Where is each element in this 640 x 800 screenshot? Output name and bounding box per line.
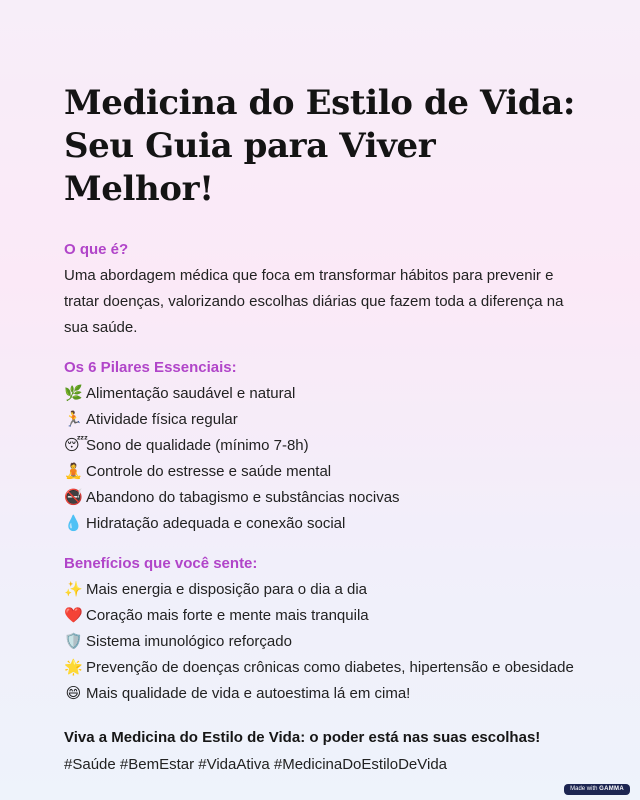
badge-prefix: Made with (570, 786, 598, 792)
badge-brand: GAMMA (599, 786, 624, 792)
heart-icon: ❤️ (64, 607, 83, 624)
section-what (64, 240, 584, 341)
list-item-text: Atividade física regular (86, 411, 238, 428)
section-what-text: Uma abordagem médica que foca em transformar hábitos para prevenir e tratar doenças, valorizando escolhas diárias que fazem toda a diferença na sua saúde. (64, 267, 564, 336)
sleeping-face-icon: 😴 (64, 437, 89, 454)
page-title (64, 82, 584, 211)
section-title-what: O que é? (64, 241, 129, 258)
title-line-1: Medicina do Estilo de Vida: (64, 83, 576, 123)
call-to-action: Viva a Medicina do Estilo de Vida: o poder está nas suas escolhas! (64, 729, 541, 746)
list-item (64, 629, 584, 655)
list-item (64, 577, 584, 603)
list-item-text: Prevenção de doenças crônicas como diabetes, hipertensão e obesidade (86, 659, 574, 676)
benefits-list (64, 577, 584, 707)
title-line-2: Seu Guia para Viver Melhor! (64, 126, 436, 209)
list-item-text: Mais energia e disposição para o dia a dia (86, 581, 368, 598)
glowing-star-icon: 🌟 (64, 659, 83, 676)
made-with-gamma-badge[interactable] (564, 784, 630, 795)
section-benefits (64, 554, 584, 707)
list-item-text: Abandono do tabagismo e substâncias nocivas (86, 489, 400, 506)
list-item (64, 511, 584, 537)
list-item-text: Sono de qualidade (mínimo 7-8h) (86, 437, 309, 454)
list-item-text: Coração mais forte e mente mais tranquila (86, 607, 369, 624)
sparkles-icon: ✨ (64, 581, 83, 598)
list-item (64, 485, 584, 511)
list-item (64, 407, 584, 433)
list-item-text: Alimentação saudável e natural (86, 385, 296, 402)
meditation-icon: 🧘 (64, 463, 83, 480)
no-smoking-icon: 🚭 (64, 489, 83, 506)
list-item (64, 433, 584, 459)
list-item (64, 603, 584, 629)
pillars-list (64, 381, 584, 537)
list-item-text: Hidratação adequada e conexão social (86, 515, 346, 532)
smiling-face-icon: 😄 (65, 685, 82, 702)
list-item (64, 381, 584, 407)
section-pillars (64, 358, 584, 537)
list-item-text: Controle do estresse e saúde mental (86, 463, 332, 480)
section-title-pillars: Os 6 Pilares Essenciais: (64, 359, 237, 376)
list-item (64, 459, 584, 485)
shield-icon: 🛡️ (64, 633, 83, 650)
list-item (64, 655, 584, 681)
list-item-text: Mais qualidade de vida e autoestima lá em cima! (86, 685, 411, 702)
herb-icon: 🌿 (64, 385, 83, 402)
hashtags: #Saúde #BemEstar #VidaAtiva #MedicinaDoEstiloDeVida (64, 756, 448, 773)
runner-icon: 🏃 (64, 411, 83, 428)
section-title-benefits: Benefícios que você sente: (64, 555, 258, 572)
droplet-icon: 💧 (64, 515, 83, 532)
content-card (64, 82, 584, 777)
list-item-text: Sistema imunológico reforçado (86, 633, 292, 650)
list-item (64, 681, 584, 707)
